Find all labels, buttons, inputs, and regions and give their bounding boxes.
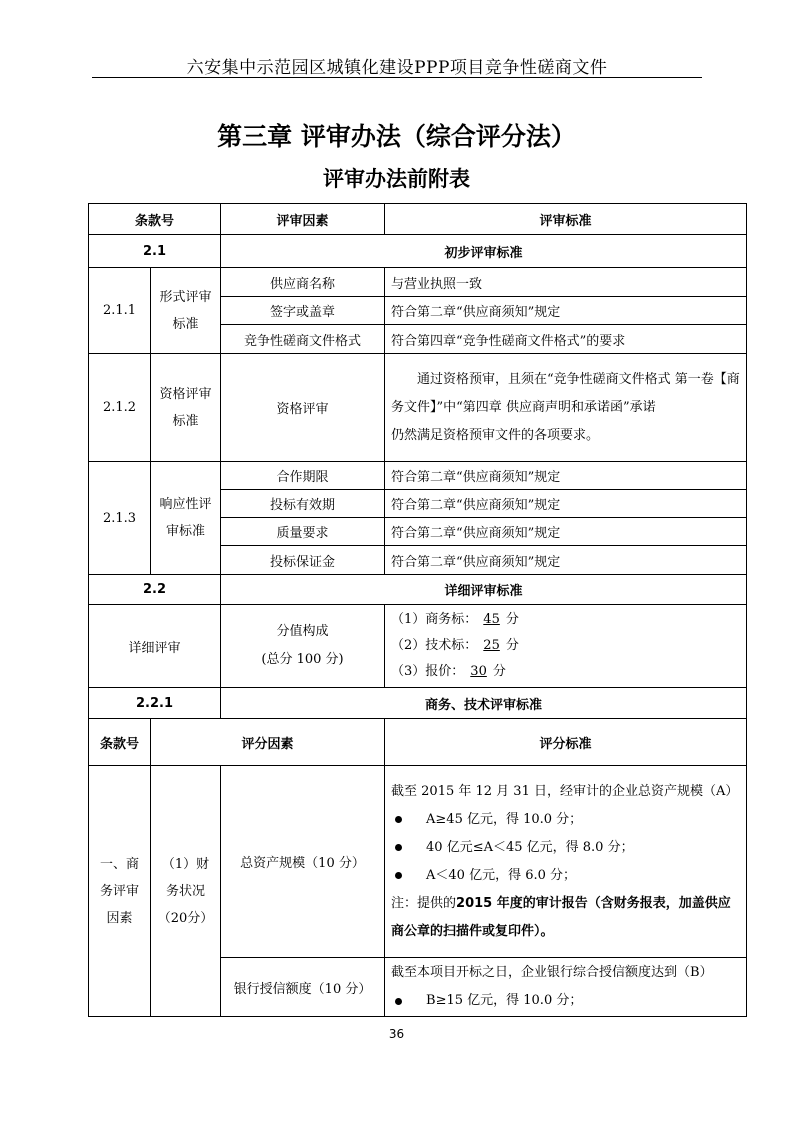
factor-cell: 投标有效期	[221, 490, 385, 518]
score-value: 25	[483, 638, 500, 653]
list-item: B≥15 亿元，得 10.0 分；	[391, 987, 740, 1015]
table-row	[89, 766, 747, 958]
section-title: 详细评审标准	[221, 575, 747, 605]
section-number: 2.1	[89, 235, 221, 268]
standard-cell: 符合第四章“竞争性磋商文件格式”的要求	[385, 325, 747, 354]
factor-cell: 银行授信额度（10 分）	[221, 958, 385, 1017]
standard-cell	[385, 354, 747, 462]
factor-cell: 投标保证金	[221, 546, 385, 575]
factor-cell: 供应商名称	[221, 268, 385, 297]
factor-cell: 签字或盖章	[221, 297, 385, 325]
factor-cell: 质量要求	[221, 518, 385, 546]
standard-cell: 与营业执照一致	[385, 268, 747, 297]
clause-label: 资格评审标准	[151, 354, 221, 462]
list-item: A≥45 亿元，得 10.0 分；	[391, 806, 740, 834]
bullet-icon	[395, 844, 402, 851]
standard-cell	[385, 958, 747, 1017]
standard-text: 截至 2015 年 12 月 31 日，经审计的企业总资产规模（A）	[391, 783, 739, 799]
header-factor: 评分因素	[151, 719, 385, 766]
factor-cell	[221, 605, 385, 688]
clause-number: 2.1.1	[89, 268, 151, 354]
standard-text: 仍然满足资格预审文件的各项要求。	[391, 427, 600, 443]
header-factor: 评审因素	[221, 204, 385, 235]
category-label: 一、商务评审因素	[89, 766, 151, 1017]
section-row-2-2-1	[89, 688, 747, 719]
bullet-icon	[395, 998, 402, 1005]
section-number: 2.2.1	[89, 688, 221, 719]
score-item: （1）商务标： 45 分	[391, 612, 519, 627]
clause-label: 详细评审	[89, 605, 221, 688]
table-row	[89, 605, 747, 688]
clause-label: 响应性评审标准	[151, 462, 221, 575]
clause-number: 2.1.2	[89, 354, 151, 462]
header-standard: 评审标准	[385, 204, 747, 235]
score-item: （3）报价： 30 分	[391, 664, 506, 679]
factor-cell: 竞争性磋商文件格式	[221, 325, 385, 354]
standard-cell: 符合第二章“供应商须知”规定	[385, 462, 747, 490]
evaluation-table	[88, 203, 747, 1017]
standard-cell	[385, 605, 747, 688]
chapter-title: 第三章 评审办法（综合评分法）	[217, 122, 576, 151]
table-row	[89, 268, 747, 297]
page-number: 36	[388, 1027, 405, 1041]
table-row	[89, 354, 747, 462]
factor-text: (总分 100 分)	[261, 652, 344, 667]
section-title: 初步评审标准	[221, 235, 747, 268]
page-header: 六安集中示范园区城镇化建设PPP项目竞争性磋商文件	[186, 58, 608, 78]
list-item: 40 亿元≤A＜45 亿元，得 8.0 分；	[391, 834, 740, 862]
note-text: 注：提供的2015 年度的审计报告（含财务报表，加盖供应商公章的扫描件或复印件）。	[391, 895, 731, 939]
standard-text: 通过资格预审，且须在“竞争性磋商文件格式 第一卷【商务文件】”中“第四章 供应商声明和承诺函”承诺	[391, 371, 740, 415]
sub-category-label: （1）财务状况（20分）	[151, 766, 221, 1017]
section-title: 商务、技术评审标准	[221, 688, 747, 719]
list-item: A＜40 亿元，得 6.0 分；	[391, 862, 740, 890]
clause-number: 2.1.3	[89, 462, 151, 575]
section-number: 2.2	[89, 575, 221, 605]
header-standard: 评分标准	[385, 719, 747, 766]
table-title: 评审办法前附表	[323, 167, 470, 191]
score-value: 30	[470, 664, 487, 679]
header-clause-no: 条款号	[89, 719, 151, 766]
clause-label: 形式评审标准	[151, 268, 221, 354]
standard-cell: 符合第二章“供应商须知”规定	[385, 297, 747, 325]
table-row	[89, 462, 747, 490]
standard-cell: 符合第二章“供应商须知”规定	[385, 518, 747, 546]
bullet-icon	[395, 872, 402, 879]
score-value: 45	[483, 612, 500, 627]
score-item: （2）技术标： 25 分	[391, 638, 519, 653]
header-rule	[92, 77, 702, 78]
section-row-2-1	[89, 235, 747, 268]
section-row-2-2	[89, 575, 747, 605]
table-header-row	[89, 204, 747, 235]
factor-cell: 总资产规模（10 分）	[221, 766, 385, 958]
table-header-row	[89, 719, 747, 766]
factor-cell: 资格评审	[221, 354, 385, 462]
standard-cell	[385, 766, 747, 958]
bullet-icon	[395, 816, 402, 823]
factor-cell: 合作期限	[221, 462, 385, 490]
standard-text: 截至本项目开标之日，企业银行综合授信额度达到（B）	[391, 965, 713, 980]
header-clause-no: 条款号	[89, 204, 221, 235]
standard-cell: 符合第二章“供应商须知”规定	[385, 546, 747, 575]
factor-text: 分值构成	[276, 624, 329, 639]
standard-cell: 符合第二章“供应商须知”规定	[385, 490, 747, 518]
